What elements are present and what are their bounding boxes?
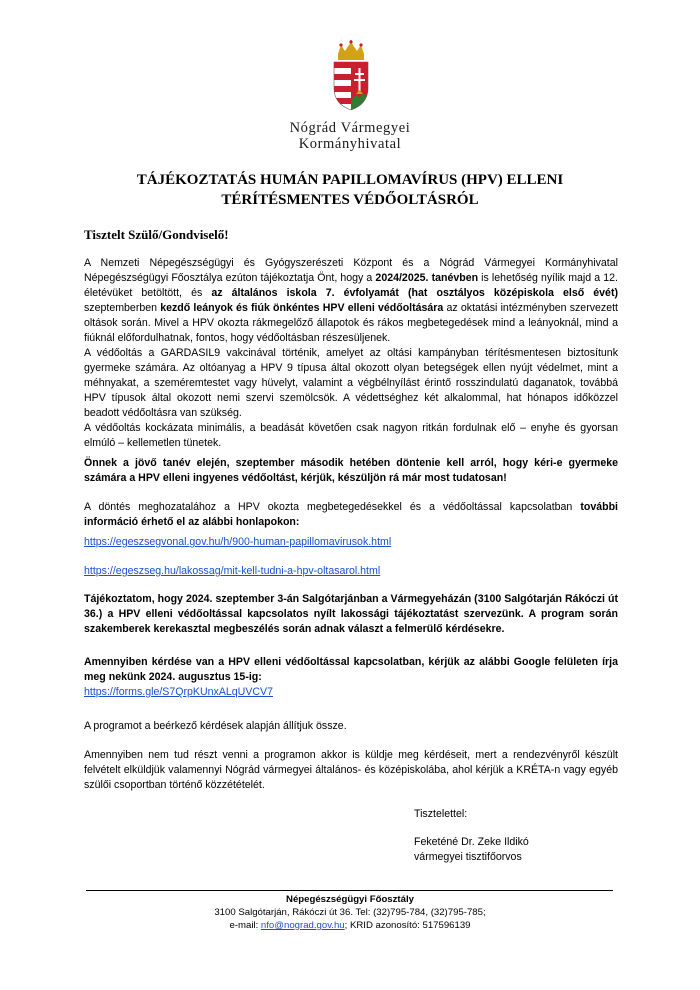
paragraph-recording: Amennyiben nem tud részt venni a programon akkor is küldje meg kérdéseit, mert a rendezvényről készült felvételt elküldjük valamennyi Nógrád vármegyei általános- és középiskolába, ahol kérjük a KRÉTA-n vagy egyéb szülői csoportban történő közzétételét. xyxy=(84,749,618,791)
organization-name-line2: Kormányhivatal xyxy=(298,136,402,152)
organization-name-line1: Nógrád Vármegyei xyxy=(289,120,411,136)
paragraph-event: Tájékoztatom, hogy 2024. szeptember 3-án Salgótarjánban a Vármegyeházán (3100 Salgótarján Rákóczi út 36.) a HPV elleni védőoltással kapcsolatos nyílt lakossági tájékoztatást szervezünk. A program során szakemberek kerekasztal megbeszélés során adnak választ a felmerülő kérdésekre. xyxy=(84,593,618,635)
paragraph-info: A döntés meghozatalához a HPV okozta megbetegedésekkel és a védőoltással kapcsolatban további információ érhető el az alábbi honlapokon: xyxy=(84,501,618,528)
document-title-line2: TÉRÍTÉSMENTES VÉDŐOLTÁSRÓL xyxy=(221,192,479,208)
footer-address: 3100 Salgótarján, Rákóczi út 36. Tel: (32)795-784, (32)795-785; xyxy=(214,907,486,918)
salutation: Tisztelt Szülő/Gondviselő! xyxy=(84,227,229,242)
coat-of-arms-icon xyxy=(329,40,373,112)
footer-contact: e-mail: nfo@nograd.gov.hu; KRID azonosító: 517596139 xyxy=(229,920,471,931)
signature-name: Feketéné Dr. Zeke Ildikó xyxy=(414,836,529,848)
link-egeszseg[interactable]: https://egeszseg.hu/lakossag/mit-kell-tudni-a-hpv-oltasarol.html xyxy=(84,565,381,577)
link-row-2 xyxy=(84,564,618,579)
link-row-1 xyxy=(84,535,618,550)
document-title-line1: TÁJÉKOZTATÁS HUMÁN PAPILLOMAVÍRUS (HPV) ELLENI xyxy=(136,172,564,188)
paragraph-risk: A védőoltás kockázata minimális, a beadását követően csak nagyon ritkán fordulnak elő – enyhe és gyorsan elmúló – kellemetlen tünetek. xyxy=(84,422,618,449)
link-google-form[interactable]: https://forms.gle/S7QrpKUnxALqUVCV7 xyxy=(84,686,274,698)
paragraph-programme: A Nemzeti Népegészségügyi és Gyógyszerészeti Központ és a Nógrád Vármegyei Kormányhivatal Népegészségügyi Főosztálya ezúton tájékoztatja Önt, hogy a 2024/2025. tanévben is lehetőség nyílik majd a 12. életévüket betöltött, és az általános iskola 7. évfolyamát (hat osztályos középiskola első évét) szeptemberben kezdő leányok és fiúk önkéntes HPV elleni védőoltására az oktatási intézményben szervezett oltások során. Mivel a HPV okozta rákmegelőző állapotok és rákos megbetegedések mind a leányoknál, mind a fiúknál előfordulhatnak, fontos, hogy védőoltásban részesüljenek. xyxy=(84,257,619,344)
paragraph-vaccine: A védőoltás a GARDASIL9 vakcinával történik, amelyet az oltási kampányban térítésmentesen biztosítunk gyermeke számára. Az oltóanyag a HPV 9 típusa által okozott olyan betegségek ellen nyújt védelmet, mint a méhnyakat, a szeméremtestet vagy hüvelyt, valamint a végbélnyílást érintő rosszindulatú daganatok, továbbá HPV típusok által okozott nemi szervi szemölcsök. A védettséghez két alkalommal, hat hónapos időközzel beadott védőoltásra van szükség. xyxy=(84,347,618,419)
paragraph-programme-note: A programot a beérkező kérdések alapján állítjuk össze. xyxy=(84,720,347,732)
footer-email-link[interactable]: nfo@nograd.gov.hu xyxy=(260,920,345,931)
link-egeszsegvonal[interactable]: https://egeszsegvonal.gov.hu/h/900-human-papillomavirusok.html xyxy=(84,536,392,548)
signature-greeting: Tisztelettel: xyxy=(414,808,468,820)
signature-role: vármegyei tisztifőorvos xyxy=(414,851,522,863)
paragraph-decision: Önnek a jövő tanév elején, szeptember második hetében döntenie kell arról, hogy kéri-e gyermeke számára a HPV elleni ingyenes védőoltást, kérjük, készüljön rá már most tudatosan! xyxy=(84,457,618,484)
footer-divider xyxy=(86,890,613,891)
intro-paragraphs xyxy=(84,256,618,451)
paragraph-questions: Amennyiben kérdése van a HPV elleni védőoltással kapcsolatban, kérjük az alábbi Google felületen írja meg nekünk 2024. augusztus 15-ig: https://forms.gle/S7QrpKUnxALqUVCV7 xyxy=(84,656,618,698)
footer-department: Népegészségügyi Főosztály xyxy=(286,894,414,905)
